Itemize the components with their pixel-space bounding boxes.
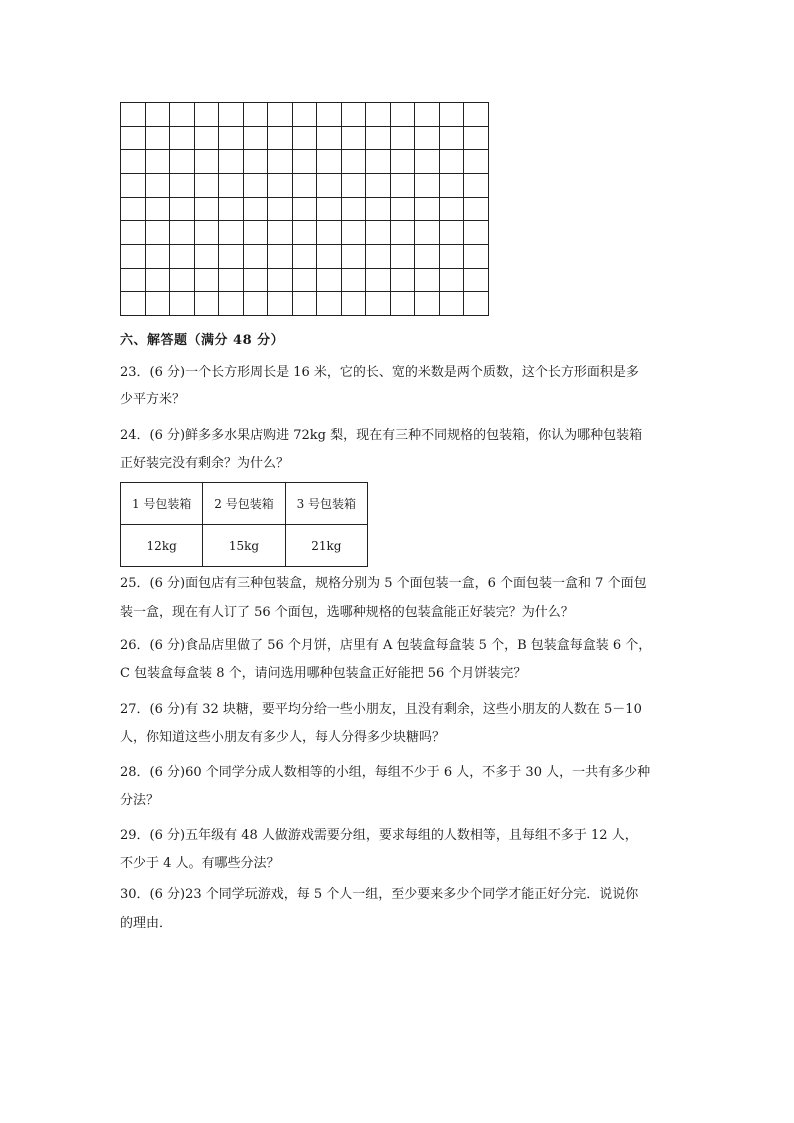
grid-cell xyxy=(268,197,293,221)
grid-cell xyxy=(268,292,293,316)
grid-cell xyxy=(121,292,146,316)
grid-cell xyxy=(390,292,415,316)
grid-cell xyxy=(268,150,293,174)
grid-cell xyxy=(268,173,293,197)
grid-cell xyxy=(415,150,440,174)
grid-cell xyxy=(194,221,219,245)
grid-cell xyxy=(439,268,464,292)
grid-cell xyxy=(366,150,391,174)
grid-cell xyxy=(317,197,342,221)
grid-cell xyxy=(341,221,366,245)
grid-cell xyxy=(464,221,489,245)
grid-cell xyxy=(145,126,170,150)
grid-cell xyxy=(145,244,170,268)
question-27-line-1: 27．(6 分)有 32 块糖，要平均分给一些小朋友，且没有剩余，这些小朋友的人数在 5－10 xyxy=(120,702,642,717)
grid-cell xyxy=(292,197,317,221)
grid-cell xyxy=(341,197,366,221)
grid-cell xyxy=(170,173,195,197)
grid-cell xyxy=(219,221,244,245)
question-26-line-1: 26．(6 分)食品店里做了 56 个月饼，店里有 A 包装盒每盒装 5 个，B 包装盒每盒装 6 个， xyxy=(120,638,652,653)
grid-cell xyxy=(317,173,342,197)
question-28-line-2: 分法？ xyxy=(120,793,160,808)
grid-cell xyxy=(415,268,440,292)
grid-cell xyxy=(415,173,440,197)
question-30-line-2: 的理由． xyxy=(120,916,173,931)
grid-cell xyxy=(341,150,366,174)
grid-cell xyxy=(121,150,146,174)
grid-cell xyxy=(121,103,146,127)
grid-row xyxy=(121,103,489,127)
grid-cell xyxy=(415,103,440,127)
question-24-line-2: 正好装完没有剩余？为什么？ xyxy=(120,456,290,471)
grid-cell xyxy=(145,150,170,174)
grid-cell xyxy=(415,244,440,268)
table-row xyxy=(121,525,368,567)
grid-cell xyxy=(243,221,268,245)
packaging-box-table xyxy=(120,482,368,567)
grid-cell xyxy=(243,173,268,197)
grid-cell xyxy=(243,268,268,292)
grid-row xyxy=(121,150,489,174)
grid-cell xyxy=(243,244,268,268)
grid-cell xyxy=(219,126,244,150)
table-cell: 12kg xyxy=(121,525,203,567)
grid-cell xyxy=(170,268,195,292)
grid-cell xyxy=(390,268,415,292)
grid-cell xyxy=(292,268,317,292)
grid-cell xyxy=(439,150,464,174)
grid-cell xyxy=(194,173,219,197)
grid-cell xyxy=(390,150,415,174)
grid-cell xyxy=(292,103,317,127)
question-23-line-1: 23．(6 分)一个长方形周长是 16 米，它的长、宽的米数是两个质数，这个长方形面积是多 xyxy=(120,365,639,380)
grid-cell xyxy=(243,150,268,174)
grid-row xyxy=(121,197,489,221)
grid-cell xyxy=(292,173,317,197)
table-header-row xyxy=(121,483,368,525)
grid-cell xyxy=(194,103,219,127)
grid-cell xyxy=(341,173,366,197)
grid-cell xyxy=(268,103,293,127)
grid-cell xyxy=(243,103,268,127)
grid-cell xyxy=(219,173,244,197)
grid-cell xyxy=(170,292,195,316)
grid-cell xyxy=(170,221,195,245)
grid-cell xyxy=(390,244,415,268)
grid-cell xyxy=(219,292,244,316)
grid-cell xyxy=(366,268,391,292)
grid-cell xyxy=(341,244,366,268)
grid-cell xyxy=(145,173,170,197)
grid-cell xyxy=(219,268,244,292)
grid-cell xyxy=(268,126,293,150)
grid-cell xyxy=(268,268,293,292)
grid-cell xyxy=(366,292,391,316)
grid-row xyxy=(121,244,489,268)
grid-cell xyxy=(268,221,293,245)
grid-cell xyxy=(317,103,342,127)
grid-cell xyxy=(219,103,244,127)
grid-cell xyxy=(170,150,195,174)
grid-paper xyxy=(120,102,489,316)
grid-cell xyxy=(170,126,195,150)
grid-cell xyxy=(170,197,195,221)
question-26-line-2: C 包装盒每盒装 8 个，请问选用哪种包装盒正好能把 56 个月饼装完？ xyxy=(120,666,527,681)
grid-cell xyxy=(317,221,342,245)
grid-cell xyxy=(145,292,170,316)
question-30-line-1: 30．(6 分)23 个同学玩游戏，每 5 个人一组，至少要来多少个同学才能正好分完．说说你 xyxy=(120,887,639,902)
grid-cell xyxy=(464,126,489,150)
grid-cell xyxy=(341,292,366,316)
grid-cell xyxy=(390,197,415,221)
grid-cell xyxy=(194,126,219,150)
grid-cell xyxy=(292,150,317,174)
grid-cell xyxy=(439,126,464,150)
grid-cell xyxy=(145,221,170,245)
grid-cell xyxy=(121,221,146,245)
grid-cell xyxy=(292,244,317,268)
grid-cell xyxy=(366,103,391,127)
question-23-line-2: 少平方米？ xyxy=(120,392,186,407)
grid-cell xyxy=(121,126,146,150)
question-25-line-1: 25．(6 分)面包店有三种包装盒，规格分别为 5 个面包装一盒，6 个面包装一盒和 7 个面包 xyxy=(120,576,647,591)
grid-cell xyxy=(194,150,219,174)
grid-cell xyxy=(317,268,342,292)
grid-cell xyxy=(145,268,170,292)
grid-cell xyxy=(292,221,317,245)
grid-cell xyxy=(292,126,317,150)
grid-cell xyxy=(439,197,464,221)
grid-cell xyxy=(317,150,342,174)
grid-cell xyxy=(464,244,489,268)
grid-cell xyxy=(464,268,489,292)
grid-cell xyxy=(194,197,219,221)
grid-cell xyxy=(145,197,170,221)
question-25-line-2: 装一盒，现在有人订了 56 个面包，选哪种规格的包装盒能正好装完？为什么？ xyxy=(120,605,574,620)
grid-cell xyxy=(243,292,268,316)
grid-cell xyxy=(439,221,464,245)
grid-cell xyxy=(415,292,440,316)
grid-cell xyxy=(390,221,415,245)
grid-cell xyxy=(121,173,146,197)
grid-cell xyxy=(464,103,489,127)
table-header-cell: 2 号包装箱 xyxy=(203,483,285,525)
grid-cell xyxy=(243,197,268,221)
grid-cell xyxy=(121,197,146,221)
grid-cell xyxy=(194,292,219,316)
grid-cell xyxy=(415,221,440,245)
grid-cell xyxy=(366,244,391,268)
question-24-line-1: 24．(6 分)鲜多多水果店购进 72kg 梨，现在有三种不同规格的包装箱，你认为哪种包装箱 xyxy=(120,428,643,443)
section-title: 六、解答题（满分 48 分） xyxy=(120,333,285,348)
grid-cell xyxy=(415,197,440,221)
grid-cell xyxy=(366,173,391,197)
grid-cell xyxy=(341,126,366,150)
grid-cell xyxy=(390,103,415,127)
grid-row xyxy=(121,173,489,197)
grid-row xyxy=(121,268,489,292)
grid-cell xyxy=(439,292,464,316)
grid-cell xyxy=(317,292,342,316)
grid-cell xyxy=(415,126,440,150)
grid-cell xyxy=(194,244,219,268)
table-header-cell: 3 号包装箱 xyxy=(285,483,367,525)
grid-cell xyxy=(268,244,293,268)
grid-cell xyxy=(145,103,170,127)
question-27-line-2: 人，你知道这些小朋友有多少人，每人分得多少块糖吗？ xyxy=(120,730,446,745)
table-cell: 15kg xyxy=(203,525,285,567)
grid-cell xyxy=(243,126,268,150)
grid-cell xyxy=(390,173,415,197)
grid-cell xyxy=(219,150,244,174)
grid-cell xyxy=(317,126,342,150)
grid-cell xyxy=(366,126,391,150)
grid-cell xyxy=(390,126,415,150)
grid-cell xyxy=(366,221,391,245)
grid-cell xyxy=(439,103,464,127)
grid-cell xyxy=(121,244,146,268)
grid-cell xyxy=(341,268,366,292)
grid-cell xyxy=(464,150,489,174)
grid-cell xyxy=(170,103,195,127)
grid-cell xyxy=(194,268,219,292)
question-28-line-1: 28．(6 分)60 个同学分成人数相等的小组，每组不少于 6 人，不多于 30 人，一共有多少种 xyxy=(120,765,651,780)
grid-cell xyxy=(121,268,146,292)
grid-cell xyxy=(439,244,464,268)
grid-cell xyxy=(366,197,391,221)
grid-row xyxy=(121,221,489,245)
table-cell: 21kg xyxy=(285,525,367,567)
question-29-line-2: 不少于 4 人。有哪些分法？ xyxy=(120,856,280,871)
table-header-cell: 1 号包装箱 xyxy=(121,483,203,525)
grid-cell xyxy=(219,244,244,268)
grid-row xyxy=(121,292,489,316)
grid-cell xyxy=(317,244,342,268)
grid-cell xyxy=(464,197,489,221)
grid-cell xyxy=(219,197,244,221)
grid-cell xyxy=(439,173,464,197)
grid-cell xyxy=(292,292,317,316)
grid-row xyxy=(121,126,489,150)
grid-cell xyxy=(341,103,366,127)
grid-cell xyxy=(464,292,489,316)
grid-cell xyxy=(170,244,195,268)
grid-cell xyxy=(464,173,489,197)
question-29-line-1: 29．(6 分)五年级有 48 人做游戏需要分组，要求每组的人数相等，且每组不多于 12 人， xyxy=(120,828,638,843)
